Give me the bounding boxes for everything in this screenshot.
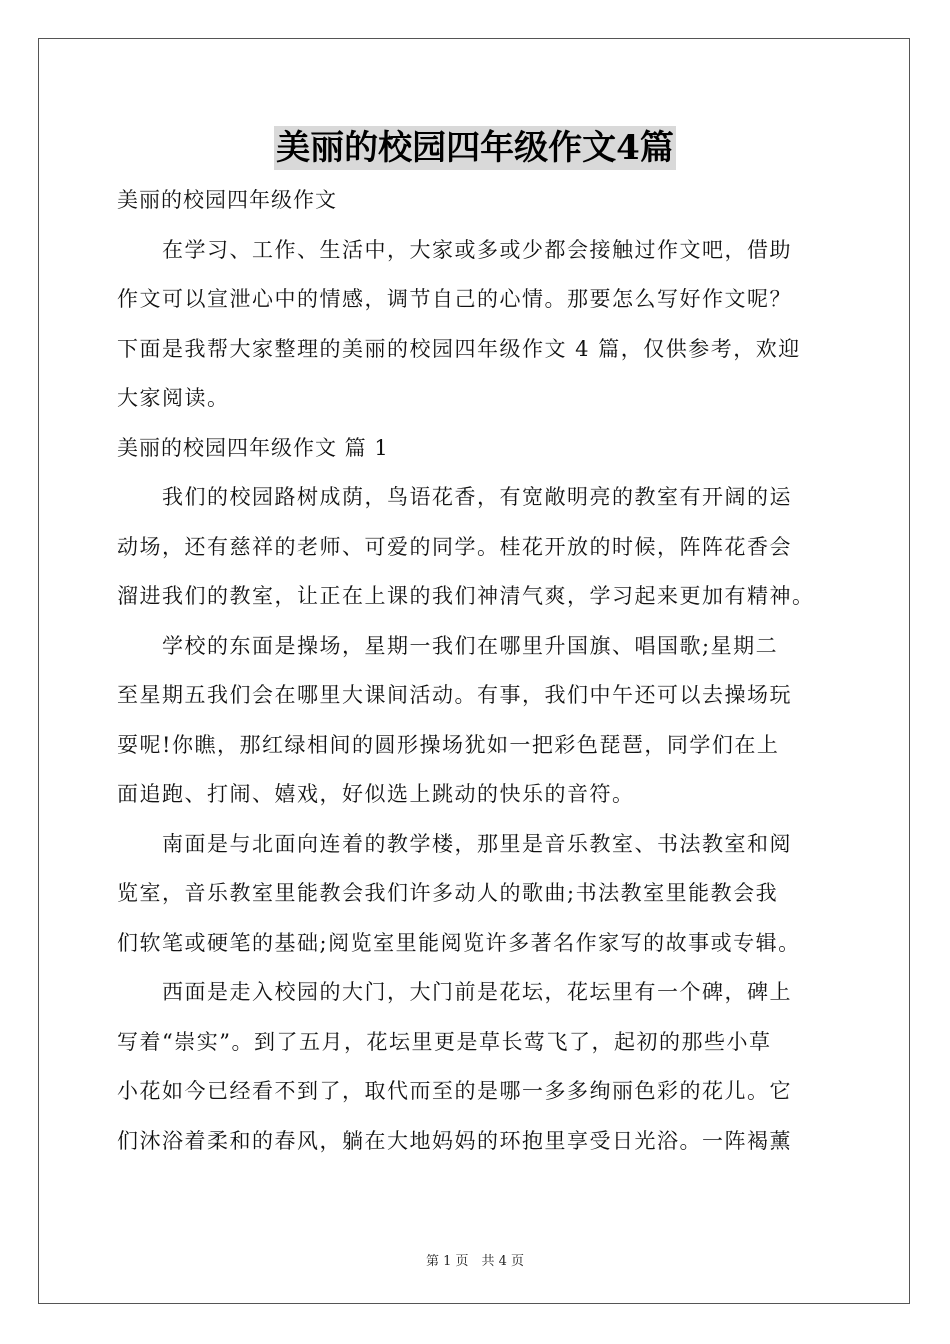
text-line: 动场，还有慈祥的老师、可爱的同学。桂花开放的时候，阵阵花香会 [117,534,792,559]
text-line: 写着“崇实”。到了五月，花坛里更是草长莺飞了，起初的那些小草 [117,1029,772,1054]
text-line: 览室，音乐教室里能教会我们许多动人的歌曲;书法教室里能教会我 [117,881,779,905]
text-line: 学校的东面是操场，星期一我们在哪里升国旗、唱国歌;星期二 [117,633,779,658]
title-wrap [0,126,950,170]
text-line: 下面是我帮大家整理的美丽的校园四年级作文 4 篇，仅供参考，欢迎 [117,336,801,361]
section-heading: 美丽的校园四年级作文 篇 1 [117,435,389,460]
intro-heading: 美丽的校园四年级作文 [117,188,337,212]
page-footer: 第 1 页 共 4 页 [425,1254,525,1269]
text-line: 西面是走入校园的大门，大门前是花坛，花坛里有一个碑，碑上 [117,980,792,1004]
text-line: 南面是与北面向连着的教学楼，那里是音乐教室、书法教室和阅 [117,831,792,856]
text-line: 小花如今已经看不到了，取代而至的是哪一多多绚丽色彩的花儿。它 [117,1079,792,1103]
text-line: 们沐浴着柔和的春风，躺在大地妈妈的环抱里享受日光浴。一阵褐薰 [117,1128,792,1153]
text-line: 作文可以宣泄心中的情感，调节自己的心情。那要怎么写好作文呢？ [117,287,792,311]
text-line: 我们的校园路树成荫，鸟语花香，有宽敞明亮的教室有开阔的运 [117,485,792,509]
text-line: 耍呢!你瞧，那红绿相间的圆形操场犹如一把彩色琵琶，同学们在上 [117,732,780,757]
text-line: 在学习、工作、生活中，大家或多或少都会接触过作文吧，借助 [117,237,792,262]
text-line: 大家阅读。 [117,386,230,410]
text-line: 至星期五我们会在哪里大课间活动。有事，我们中午还可以去操场玩 [117,683,792,707]
document-title: 美丽的校园四年级作文4篇 [276,128,674,168]
text-line: 面追跑、打闹、嬉戏，好似选上跳动的快乐的音符。 [117,782,635,806]
text-line: 溜进我们的教室，让正在上课的我们神清气爽，学习起来更加有精神。 [117,584,815,608]
document-body [117,176,833,1166]
text-line: 们软笔或硬笔的基础;阅览室里能阅览许多著名作家写的故事或专辑。 [117,930,801,955]
